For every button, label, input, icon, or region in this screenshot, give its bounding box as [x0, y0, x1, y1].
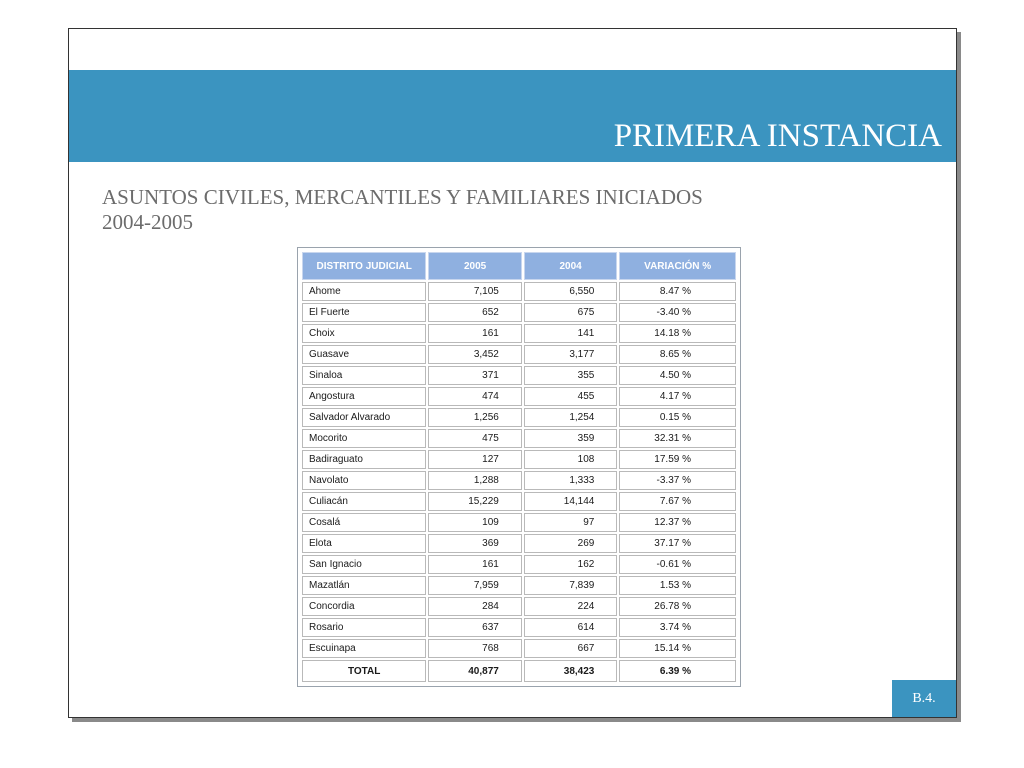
district-cell: San Ignacio [302, 555, 426, 574]
value-2005-cell: 161 [428, 324, 522, 343]
column-header-variation: VARIACIÓN % [619, 252, 736, 280]
data-table-frame [297, 247, 741, 687]
table-row [302, 282, 736, 301]
variation-cell: 8.47 % [619, 282, 736, 301]
subtitle-line-1: ASUNTOS CIVILES, MERCANTILES Y FAMILIARES INICIADOS [102, 185, 703, 209]
table-row [302, 324, 736, 343]
table-row [302, 513, 736, 532]
value-2004-cell: 667 [524, 639, 618, 658]
value-2005-cell: 369 [428, 534, 522, 553]
variation-cell: 3.74 % [619, 618, 736, 637]
table-row [302, 450, 736, 469]
value-2005-cell: 3,452 [428, 345, 522, 364]
table-row [302, 639, 736, 658]
value-2005-cell: 768 [428, 639, 522, 658]
page-number-badge: B.4. [892, 680, 956, 717]
variation-cell: 0.15 % [619, 408, 736, 427]
district-cell: Navolato [302, 471, 426, 490]
variation-cell: 7.67 % [619, 492, 736, 511]
value-2005-cell: 371 [428, 366, 522, 385]
column-header-district: DISTRITO JUDICIAL [302, 252, 426, 280]
district-cell: Cosalá [302, 513, 426, 532]
variation-cell: 32.31 % [619, 429, 736, 448]
value-2004-cell: 359 [524, 429, 618, 448]
column-header-2004: 2004 [524, 252, 618, 280]
value-2005-cell: 15,229 [428, 492, 522, 511]
subtitle-line-2: 2004-2005 [102, 210, 193, 234]
slide [68, 28, 957, 718]
table-row [302, 408, 736, 427]
district-cell: Elota [302, 534, 426, 553]
variation-cell: 15.14 % [619, 639, 736, 658]
table-row [302, 597, 736, 616]
variation-cell: -3.37 % [619, 471, 736, 490]
value-2004-cell: 162 [524, 555, 618, 574]
district-cell: El Fuerte [302, 303, 426, 322]
value-2005-cell: 127 [428, 450, 522, 469]
table-row [302, 387, 736, 406]
value-2004-cell: 355 [524, 366, 618, 385]
variation-cell: 4.17 % [619, 387, 736, 406]
total-variation: 6.39 % [619, 660, 736, 682]
table-total-row [302, 660, 736, 682]
total-2004: 38,423 [524, 660, 618, 682]
title-banner [69, 70, 956, 162]
district-cell: Mocorito [302, 429, 426, 448]
value-2005-cell: 284 [428, 597, 522, 616]
value-2005-cell: 652 [428, 303, 522, 322]
variation-cell: 8.65 % [619, 345, 736, 364]
district-cell: Badiraguato [302, 450, 426, 469]
value-2005-cell: 109 [428, 513, 522, 532]
variation-cell: 14.18 % [619, 324, 736, 343]
district-cell: Mazatlán [302, 576, 426, 595]
slide-subtitle [102, 185, 703, 235]
total-label: TOTAL [302, 660, 426, 682]
value-2005-cell: 474 [428, 387, 522, 406]
value-2004-cell: 675 [524, 303, 618, 322]
value-2004-cell: 7,839 [524, 576, 618, 595]
variation-cell: 12.37 % [619, 513, 736, 532]
value-2004-cell: 141 [524, 324, 618, 343]
table-row [302, 492, 736, 511]
value-2004-cell: 614 [524, 618, 618, 637]
value-2005-cell: 7,959 [428, 576, 522, 595]
variation-cell: 17.59 % [619, 450, 736, 469]
variation-cell: 37.17 % [619, 534, 736, 553]
value-2004-cell: 1,333 [524, 471, 618, 490]
value-2004-cell: 1,254 [524, 408, 618, 427]
data-table [300, 250, 738, 684]
table-row [302, 618, 736, 637]
table-body [302, 282, 736, 658]
value-2004-cell: 455 [524, 387, 618, 406]
variation-cell: 26.78 % [619, 597, 736, 616]
value-2004-cell: 14,144 [524, 492, 618, 511]
column-header-2005: 2005 [428, 252, 522, 280]
district-cell: Choix [302, 324, 426, 343]
value-2004-cell: 3,177 [524, 345, 618, 364]
district-cell: Rosario [302, 618, 426, 637]
district-cell: Ahome [302, 282, 426, 301]
value-2005-cell: 161 [428, 555, 522, 574]
total-2005: 40,877 [428, 660, 522, 682]
value-2005-cell: 1,288 [428, 471, 522, 490]
table-row [302, 303, 736, 322]
value-2005-cell: 1,256 [428, 408, 522, 427]
table-row [302, 534, 736, 553]
value-2005-cell: 7,105 [428, 282, 522, 301]
variation-cell: -3.40 % [619, 303, 736, 322]
value-2004-cell: 224 [524, 597, 618, 616]
value-2005-cell: 475 [428, 429, 522, 448]
district-cell: Culiacán [302, 492, 426, 511]
district-cell: Sinaloa [302, 366, 426, 385]
table-header-row [302, 252, 736, 280]
table-row [302, 429, 736, 448]
table-row [302, 471, 736, 490]
value-2004-cell: 6,550 [524, 282, 618, 301]
variation-cell: 4.50 % [619, 366, 736, 385]
value-2005-cell: 637 [428, 618, 522, 637]
district-cell: Angostura [302, 387, 426, 406]
district-cell: Salvador Alvarado [302, 408, 426, 427]
value-2004-cell: 108 [524, 450, 618, 469]
variation-cell: 1.53 % [619, 576, 736, 595]
table-row [302, 576, 736, 595]
district-cell: Guasave [302, 345, 426, 364]
value-2004-cell: 97 [524, 513, 618, 532]
value-2004-cell: 269 [524, 534, 618, 553]
table-row [302, 366, 736, 385]
variation-cell: -0.61 % [619, 555, 736, 574]
table-row [302, 345, 736, 364]
district-cell: Concordia [302, 597, 426, 616]
district-cell: Escuinapa [302, 639, 426, 658]
table-row [302, 555, 736, 574]
page-title: PRIMERA INSTANCIA [613, 118, 942, 154]
